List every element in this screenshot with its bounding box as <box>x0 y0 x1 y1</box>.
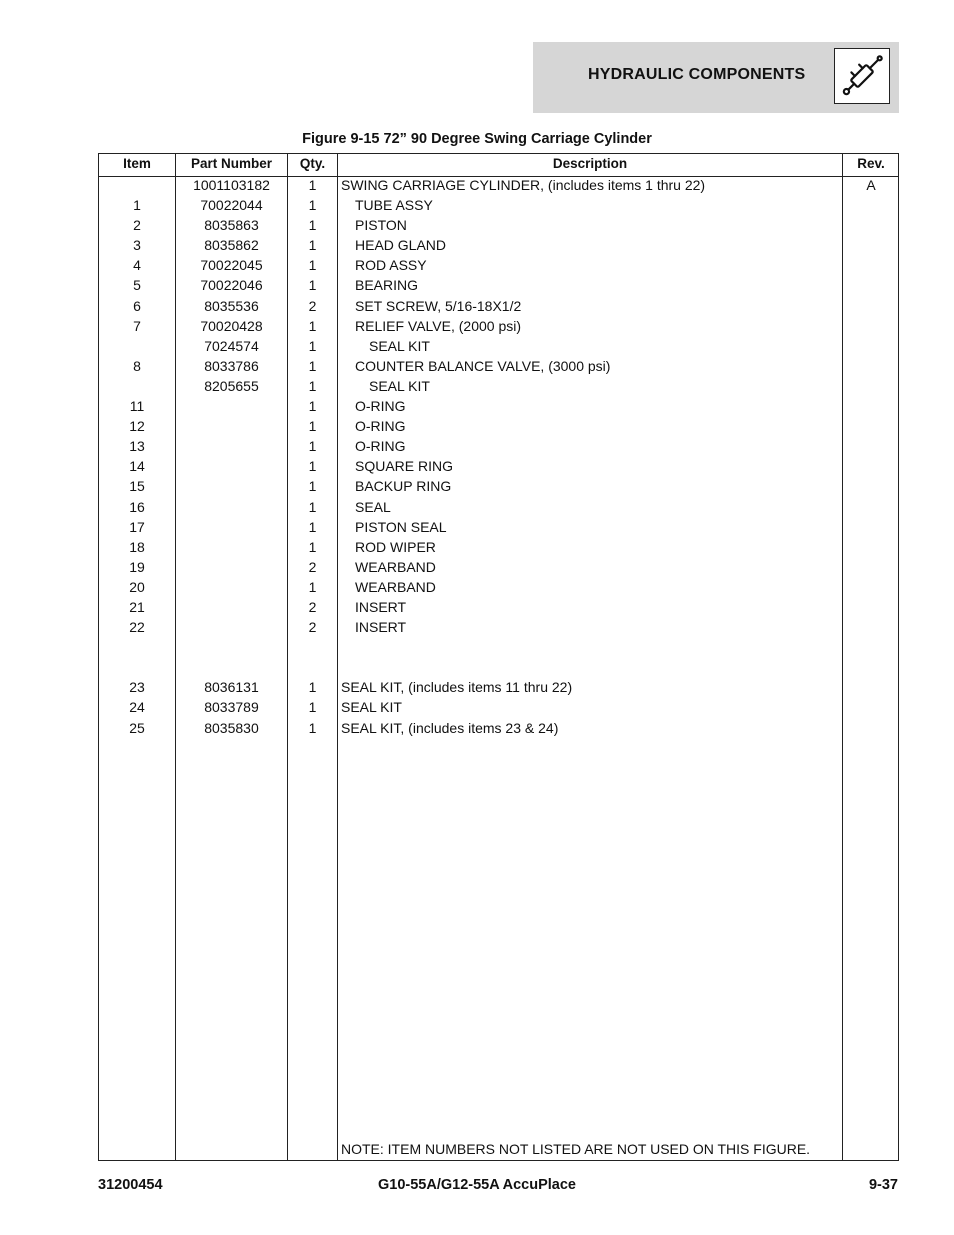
table-row <box>99 316 898 336</box>
description-cell: BEARING <box>355 277 419 294</box>
qty-cell: 1 <box>308 257 317 274</box>
table-row <box>99 476 898 496</box>
description-cell: SEAL <box>355 498 391 515</box>
page-number: 9-37 <box>868 1177 898 1193</box>
item-cell: 7 <box>133 317 141 334</box>
table-row <box>99 195 898 215</box>
model-name: G10-55A/G12-55A AccuPlace <box>377 1177 576 1193</box>
table-row <box>99 697 898 717</box>
item-cell: 17 <box>129 518 145 535</box>
table-row <box>99 215 898 235</box>
description-cell: WEARBAND <box>355 578 436 595</box>
description-cell: INSERT <box>355 598 407 615</box>
description-cell: ROD WIPER <box>355 538 436 555</box>
table-row <box>99 356 898 376</box>
item-cell: 15 <box>129 478 145 495</box>
qty-cell: 2 <box>308 558 317 575</box>
qty-cell: 1 <box>308 518 317 535</box>
qty-cell: 1 <box>308 458 317 475</box>
parts-table <box>98 153 899 1161</box>
table-row <box>99 537 898 557</box>
description-cell: RELIEF VALVE, (2000 psi) <box>355 317 521 334</box>
table-row <box>99 456 898 476</box>
table-row <box>99 597 898 617</box>
qty-cell: 1 <box>308 438 317 455</box>
table-row <box>99 275 898 295</box>
column-header-item: Item <box>123 156 151 171</box>
table-row <box>99 577 898 597</box>
description-cell: SEAL KIT, (includes items 11 thru 22) <box>341 679 573 696</box>
column-header-qty: Qty. <box>299 156 326 171</box>
table-row <box>99 497 898 517</box>
qty-cell: 1 <box>308 719 317 736</box>
qty-cell: 1 <box>308 377 317 394</box>
description-cell: COUNTER BALANCE VALVE, (3000 psi) <box>355 357 611 374</box>
item-cell: 8 <box>133 357 141 374</box>
qty-cell: 1 <box>308 337 317 354</box>
section-header <box>533 42 899 113</box>
qty-cell: 1 <box>308 418 317 435</box>
column-header-rev: Rev. <box>857 156 885 171</box>
column-header-part-number: Part Number <box>190 156 273 171</box>
qty-cell: 2 <box>308 619 317 636</box>
table-row <box>99 557 898 577</box>
part-number-cell: 70022046 <box>200 277 263 294</box>
qty-cell: 1 <box>308 478 317 495</box>
item-cell: 4 <box>133 257 141 274</box>
part-number-cell: 8036131 <box>204 679 259 696</box>
part-number-cell: 70020428 <box>200 317 263 334</box>
item-cell: 14 <box>129 458 145 475</box>
description-cell: TUBE ASSY <box>355 197 433 214</box>
item-cell: 3 <box>133 237 141 254</box>
qty-cell: 1 <box>308 317 317 334</box>
qty-cell: 1 <box>308 217 317 234</box>
item-cell: 6 <box>133 297 141 314</box>
table-row <box>99 175 898 195</box>
description-cell: SEAL KIT <box>369 337 430 354</box>
table-row <box>99 617 898 637</box>
part-number-cell: 7024574 <box>204 337 259 354</box>
table-row <box>99 637 898 657</box>
item-cell: 23 <box>129 679 145 696</box>
item-cell: 13 <box>129 438 145 455</box>
qty-cell: 1 <box>308 398 317 415</box>
qty-cell: 1 <box>308 578 317 595</box>
table-row <box>99 336 898 356</box>
item-cell: 24 <box>129 699 145 716</box>
qty-cell: 1 <box>308 699 317 716</box>
part-number-cell: 8035863 <box>204 217 259 234</box>
item-cell: 21 <box>129 598 145 615</box>
section-title: HYDRAULIC COMPONENTS <box>588 66 806 83</box>
qty-cell: 1 <box>308 237 317 254</box>
description-cell: PISTON SEAL <box>355 518 447 535</box>
description-cell: SEAL KIT, (includes items 23 & 24) <box>341 719 559 736</box>
description-cell: SEAL KIT <box>369 377 430 394</box>
description-cell: SWING CARRIAGE CYLINDER, (includes items 1 thru 22) <box>341 177 706 193</box>
qty-cell: 1 <box>308 357 317 374</box>
item-cell: 1 <box>133 197 141 214</box>
item-cell: 19 <box>129 558 145 575</box>
item-cell: 18 <box>129 538 145 555</box>
part-number-cell: 1001103182 <box>193 177 270 193</box>
table-row <box>99 416 898 436</box>
table-row <box>99 235 898 255</box>
table-row <box>99 718 898 738</box>
qty-cell: 2 <box>308 297 317 314</box>
rev-cell: A <box>866 177 876 193</box>
part-number-cell: 70022045 <box>200 257 263 274</box>
part-number-cell: 8033789 <box>204 699 259 716</box>
table-row <box>99 396 898 416</box>
item-cell: 16 <box>129 498 145 515</box>
part-number-cell: 8035830 <box>204 719 259 736</box>
description-cell: PISTON <box>355 217 407 234</box>
table-row <box>99 255 898 275</box>
description-cell: O-RING <box>355 438 406 455</box>
table-row <box>99 677 898 697</box>
item-cell: 5 <box>133 277 141 294</box>
qty-cell: 1 <box>308 679 317 696</box>
part-number-cell: 8033786 <box>204 357 259 374</box>
qty-cell: 1 <box>308 197 317 214</box>
part-number-cell: 70022044 <box>200 197 263 214</box>
item-cell: 25 <box>129 719 145 736</box>
description-cell: WEARBAND <box>355 558 436 575</box>
description-cell: HEAD GLAND <box>355 237 447 254</box>
item-cell: 20 <box>129 578 145 595</box>
part-number-cell: 8035862 <box>204 237 259 254</box>
table-body <box>99 175 898 738</box>
item-cell: 22 <box>129 619 145 636</box>
item-cell: 11 <box>129 398 145 415</box>
table-row <box>99 657 898 677</box>
description-cell: INSERT <box>355 619 407 636</box>
table-row <box>99 376 898 396</box>
description-cell: O-RING <box>355 418 406 435</box>
qty-cell: 1 <box>308 277 317 294</box>
table-note: NOTE: ITEM NUMBERS NOT LISTED ARE NOT USED ON THIS FIGURE. <box>341 1141 811 1157</box>
item-cell: 2 <box>133 217 141 234</box>
description-cell: SEAL KIT <box>341 699 402 716</box>
part-number-cell: 8035536 <box>204 297 259 314</box>
qty-cell: 2 <box>308 598 317 615</box>
table-row <box>99 517 898 537</box>
hydraulic-cylinder-icon <box>834 48 890 104</box>
column-header-description: Description <box>552 156 628 171</box>
item-cell: 12 <box>129 418 145 435</box>
qty-cell: 1 <box>308 538 317 555</box>
doc-number: 31200454 <box>98 1177 163 1193</box>
table-row <box>99 296 898 316</box>
description-cell: SQUARE RING <box>355 458 454 475</box>
description-cell: ROD ASSY <box>355 257 427 274</box>
description-cell: SET SCREW, 5/16-18X1/2 <box>355 297 522 314</box>
description-cell: O-RING <box>355 398 406 415</box>
part-number-cell: 8205655 <box>204 377 259 394</box>
description-cell: BACKUP RING <box>355 478 452 495</box>
table-row <box>99 436 898 456</box>
qty-cell: 1 <box>308 177 317 193</box>
qty-cell: 1 <box>308 498 317 515</box>
figure-title: Figure 9-15 72” 90 Degree Swing Carriage Cylinder <box>302 131 652 147</box>
